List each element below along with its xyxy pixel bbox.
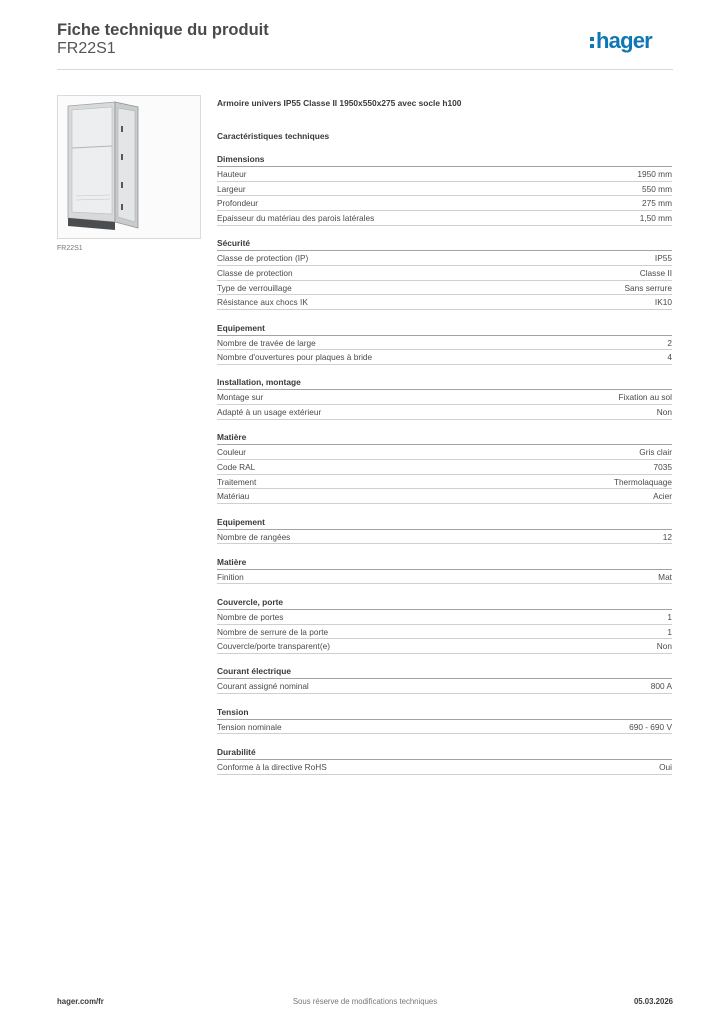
spec-value: 2 [667,337,672,348]
spec-group-title: Sécurité [217,238,672,251]
spec-group [217,597,672,654]
spec-label: Traitement [217,476,257,487]
spec-value: 7035 [653,461,672,472]
spec-row [217,570,672,585]
spec-label: Résistance aux chocs IK [217,297,308,308]
spec-row [217,295,672,310]
spec-value: Gris clair [639,447,672,458]
spec-label: Epaisseur du matériau des parois latérales [217,213,375,224]
spec-group [217,557,672,585]
spec-row [217,639,672,654]
spec-label: Classe de protection (IP) [217,253,309,264]
spec-label: Nombre de portes [217,611,284,622]
spec-group [217,238,672,310]
spec-value: 800 A [650,681,672,692]
spec-label: Courant assigné nominal [217,681,309,692]
spec-label: Nombre de serrure de la porte [217,626,329,637]
spec-row [217,350,672,365]
spec-value: Sans serrure [624,282,672,293]
spec-label: Matériau [217,491,250,502]
brand-wordmark: hager [596,29,652,53]
footer-date: 05.03.2026 [633,997,673,1006]
spec-value: 1950 mm [637,169,672,179]
product-name: Armoire univers IP55 Classe II 1950x550x275 avec socle h100 [217,98,462,108]
spec-row [217,405,672,420]
spec-row [217,211,672,226]
spec-value: 12 [662,531,672,542]
spec-label: Hauteur [217,169,247,179]
spec-group [217,707,672,735]
spec-group [217,517,672,545]
spec-value: 1 [667,626,672,637]
spec-label: Classe de protection [217,267,293,278]
spec-label: Nombre de rangées [217,531,291,542]
spec-group-title: Installation, montage [217,377,672,390]
spec-value: 1,50 mm [639,213,672,224]
header-divider [57,69,673,70]
spec-value: IK10 [654,297,672,308]
spec-row [217,167,672,182]
spec-group-title: Matière [217,557,672,570]
spec-row [217,281,672,296]
spec-groups [217,154,672,775]
spec-group-title: Dimensions [217,154,672,167]
spec-value: 550 mm [642,183,672,194]
spec-value: Classe II [639,267,672,278]
spec-group-title: Tension [217,707,672,720]
spec-value: Thermolaquage [613,476,672,487]
spec-label: Adapté à un usage extérieur [217,407,322,418]
spec-group [217,154,672,226]
spec-label: Nombre d'ouvertures pour plaques à bride [217,352,373,363]
spec-group-title: Matière [217,432,672,445]
spec-row [217,530,672,545]
spec-value: Fixation au sol [618,392,672,403]
spec-value: 275 mm [642,198,672,209]
spec-row [217,251,672,266]
footer-notice: Sous réserve de modifications techniques [292,997,438,1006]
spec-group-title: Courant électrique [217,666,672,679]
spec-value: Acier [653,491,672,502]
specs-heading: Caractéristiques techniques [217,131,330,141]
spec-label: Conforme à la directive RoHS [217,761,327,772]
spec-value: IP55 [654,253,672,264]
spec-group-title: Equipement [217,517,672,530]
footer-website: hager.com/fr [57,997,104,1006]
spec-row [217,390,672,405]
spec-row [217,182,672,197]
spec-value: Non [656,641,672,652]
spec-label: Code RAL [217,461,256,472]
spec-row [217,489,672,504]
page-title: Fiche technique du produit [57,21,269,39]
spec-row [217,196,672,211]
spec-label: Finition [217,571,244,582]
spec-group-title: Durabilité [217,747,672,760]
spec-label: Largeur [217,183,246,194]
spec-row [217,336,672,351]
spec-label: Profondeur [217,198,259,209]
spec-value: 1 [667,611,672,622]
spec-row [217,610,672,625]
spec-value: Oui [659,761,672,772]
spec-group [217,432,672,504]
spec-row [217,679,672,694]
spec-label: Type de verrouillage [217,282,292,293]
page-header [57,20,673,68]
spec-row [217,460,672,475]
hager-logo [589,29,673,55]
spec-row [217,445,672,460]
spec-row [217,625,672,640]
product-image [57,95,201,239]
page-footer [57,997,673,1009]
spec-group [217,323,672,365]
spec-label: Montage sur [217,392,264,403]
spec-label: Couvercle/porte transparent(e) [217,641,330,652]
spec-row [217,475,672,490]
spec-group [217,377,672,419]
spec-row [217,266,672,281]
spec-group-title: Couvercle, porte [217,597,672,610]
spec-group-title: Equipement [217,323,672,336]
spec-row [217,760,672,775]
spec-value: 4 [667,352,672,363]
spec-value: Mat [658,571,672,582]
spec-group [217,747,672,775]
spec-row [217,720,672,735]
spec-content [217,97,672,775]
spec-value: Non [656,407,672,418]
spec-label: Tension nominale [217,721,282,732]
spec-group [217,666,672,694]
product-image-caption: FR22S1 [57,245,83,252]
spec-value: 690 - 690 V [629,721,672,732]
spec-label: Nombre de travée de large [217,337,316,348]
product-reference: FR22S1 [57,40,116,57]
spec-label: Couleur [217,447,247,458]
